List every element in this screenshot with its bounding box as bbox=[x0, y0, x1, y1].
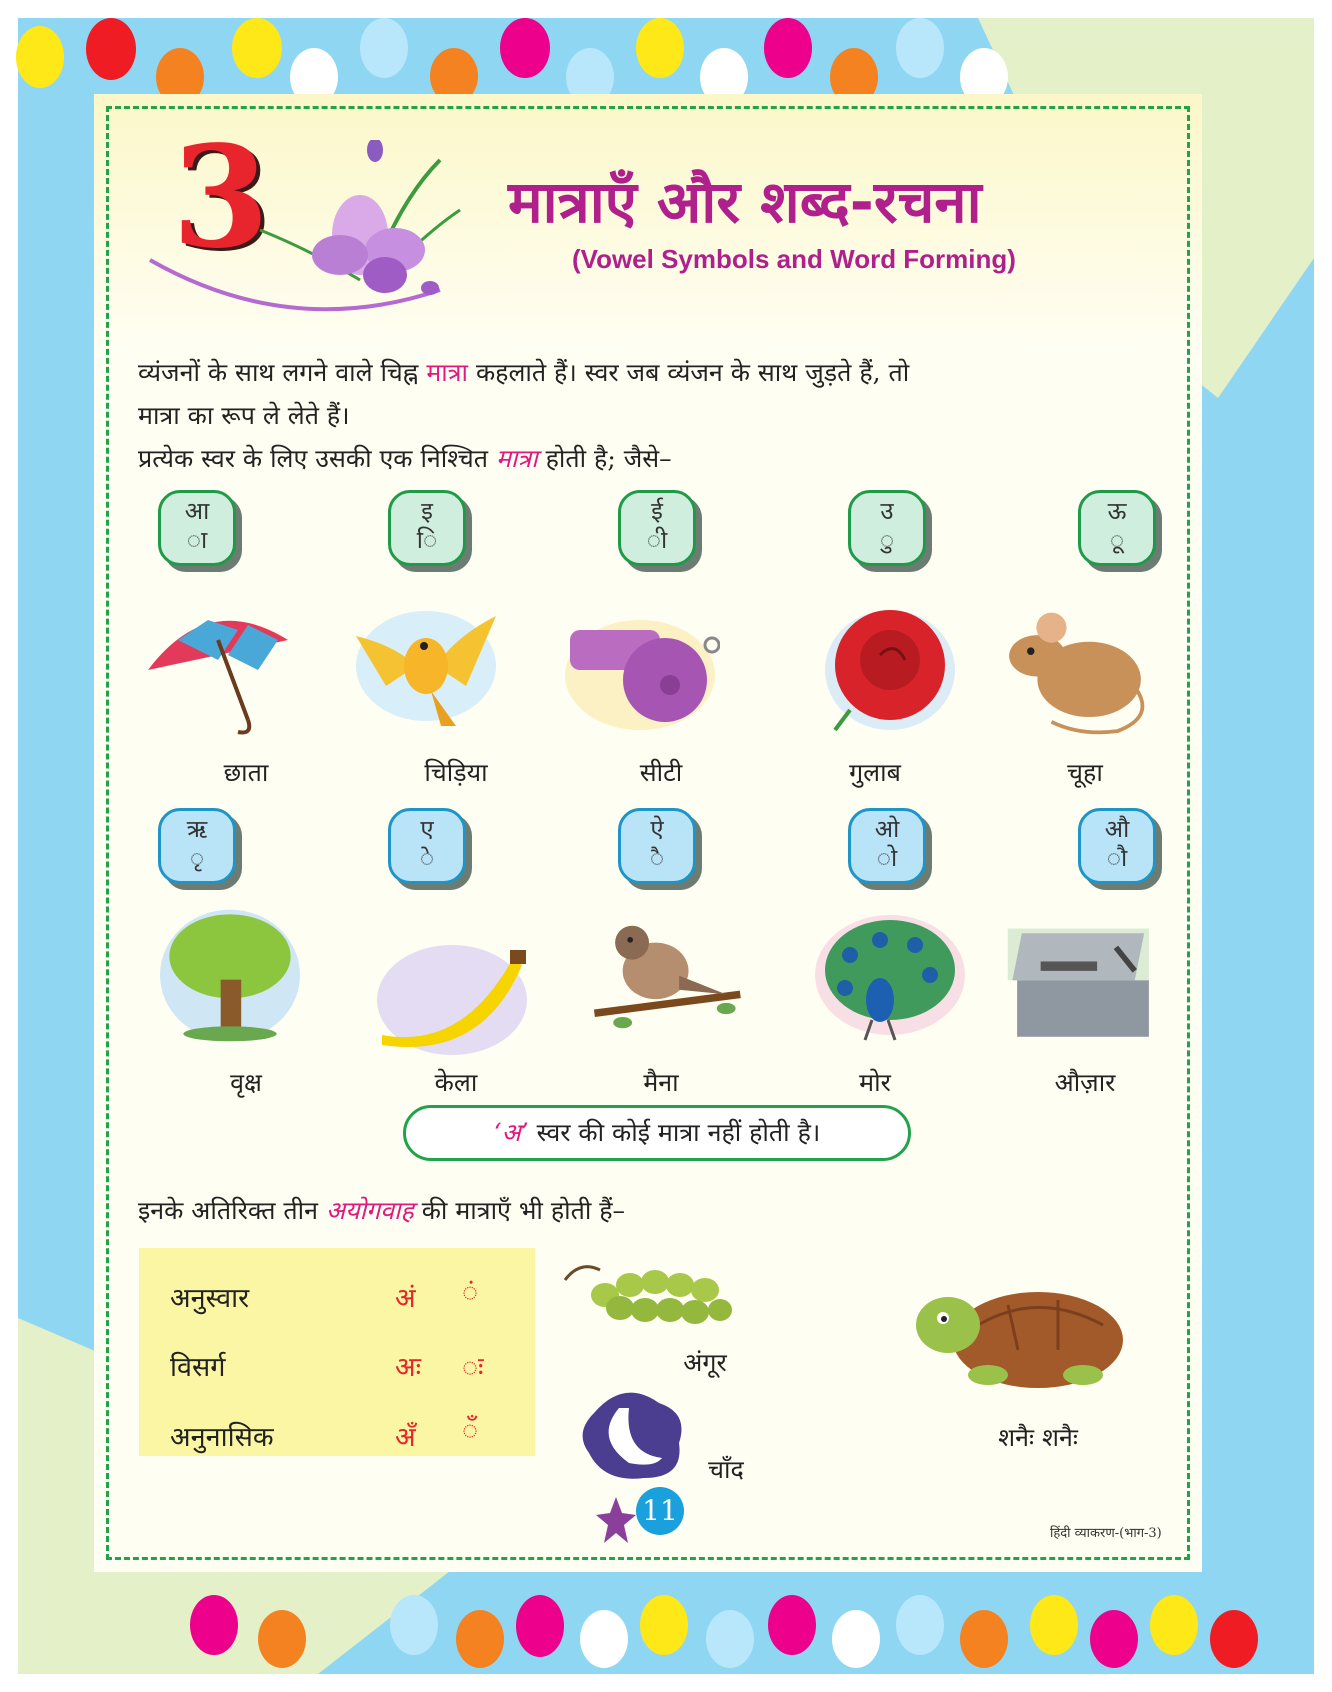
tree-icon bbox=[150, 905, 310, 1045]
word-chhata: छाता bbox=[223, 758, 269, 787]
word-siti: सीटी bbox=[639, 758, 683, 787]
chapter-title-english: (Vowel Symbols and Word Forming) bbox=[572, 244, 1016, 274]
visarg-symbol: ः bbox=[462, 1352, 484, 1383]
word-shanaih-shanaih bbox=[978, 1420, 1098, 1454]
intro-text: व्यंजनों के साथ लगने वाले चिह्न bbox=[138, 358, 427, 387]
vowel-letter: ऐ bbox=[650, 815, 664, 843]
tortoise-icon bbox=[908, 1280, 1128, 1390]
word-mor: मोर bbox=[859, 1068, 891, 1097]
vowel-matra: े bbox=[419, 844, 435, 872]
matra-highlight: मात्रा bbox=[426, 358, 469, 387]
vowel-matra: ौ bbox=[1106, 844, 1128, 872]
ayogvah-text: की मात्राएँ भी होती हैं– bbox=[413, 1196, 626, 1225]
chapter-number: 3 bbox=[172, 116, 270, 280]
vowel-matra: ो bbox=[876, 844, 898, 872]
intro-text: प्रत्येक स्वर के लिए उसकी एक निश्चित bbox=[138, 444, 496, 473]
mouse-icon bbox=[995, 600, 1155, 740]
vowel-card-i bbox=[388, 490, 466, 566]
vowel-card-e bbox=[388, 808, 466, 884]
word-chuha: चूहा bbox=[1067, 758, 1103, 787]
note-quote: ‘अ’ bbox=[493, 1118, 529, 1147]
vowel-matra: ु bbox=[879, 526, 895, 554]
vowel-matra: ी bbox=[646, 526, 668, 554]
ayogvah-line bbox=[138, 1193, 625, 1227]
vowel-letter: ऋ bbox=[186, 815, 208, 843]
vowel-letter: उ bbox=[880, 497, 894, 525]
star-icon bbox=[596, 1495, 636, 1545]
anusvar-example: अं bbox=[395, 1283, 416, 1314]
intro-line-2: मात्रा का रूप ले लेते हैं। bbox=[138, 401, 350, 430]
vowel-card-aa bbox=[158, 490, 236, 566]
vowel-matra: ू bbox=[1109, 526, 1125, 554]
vowel-letter: आ bbox=[184, 497, 210, 525]
word-gulab: गुलाब bbox=[849, 758, 901, 787]
vowel-letter: ए bbox=[420, 815, 434, 843]
footer-text: हिंदी व्याकरण-(भाग-3) bbox=[1050, 1526, 1162, 1541]
myna-icon bbox=[585, 915, 745, 1055]
intro-text: होती है; जैसे– bbox=[537, 444, 672, 473]
anunasik-symbol: ँ bbox=[462, 1415, 479, 1446]
ayogvah-text: इनके अतिरिक्त तीन bbox=[138, 1196, 326, 1225]
vowel-card-ii bbox=[618, 490, 696, 566]
anusvar-name: अनुस्वार bbox=[170, 1283, 250, 1314]
word-chidiya: चिड़िया bbox=[424, 758, 488, 787]
intro-text: कहलाते हैं। स्वर जब व्यंजन के साथ जुड़ते हैं, तो bbox=[468, 358, 910, 387]
vowel-letter: औ bbox=[1104, 815, 1130, 843]
bird-icon bbox=[346, 596, 506, 736]
vowel-card-o bbox=[848, 808, 926, 884]
vowel-matra: ि bbox=[416, 526, 438, 554]
moon-icon bbox=[574, 1383, 689, 1483]
matra-highlight: मात्रा bbox=[495, 444, 538, 473]
vowel-letter: ओ bbox=[874, 815, 900, 843]
word-angoor: अंगूर bbox=[683, 1348, 727, 1377]
shanaih-text: शनै bbox=[998, 1423, 1035, 1452]
flower-icon bbox=[140, 140, 470, 330]
note-text: स्वर की कोई मात्रा नहीं होती है। bbox=[528, 1118, 821, 1147]
ayogvah-highlight: अयोगवाह bbox=[325, 1196, 414, 1225]
banana-icon bbox=[372, 930, 532, 1070]
vowel-card-ai bbox=[618, 808, 696, 884]
vowel-matra: ै bbox=[649, 844, 665, 872]
vowel-letter: ई bbox=[651, 497, 663, 525]
whistle-icon bbox=[560, 600, 720, 740]
anunasik-example: अँ bbox=[395, 1422, 416, 1453]
vowel-card-uu bbox=[1078, 490, 1156, 566]
word-auzaar: औज़ार bbox=[1054, 1068, 1116, 1097]
vowel-matra: ृ bbox=[189, 844, 205, 872]
chapter-title-hindi: मात्राएँ और शब्द-रचना bbox=[508, 168, 982, 236]
intro-line-1 bbox=[138, 355, 909, 389]
word-kela: केला bbox=[434, 1068, 478, 1097]
visarg-name: विसर्ग bbox=[170, 1352, 226, 1383]
word-maina: मैना bbox=[643, 1068, 679, 1097]
vowel-letter: ऊ bbox=[1107, 497, 1127, 525]
vowel-card-u bbox=[848, 490, 926, 566]
anusvar-symbol: ं bbox=[462, 1277, 479, 1308]
vowel-matra: ा bbox=[186, 526, 208, 554]
page-number: 11 bbox=[636, 1487, 684, 1535]
intro-line-3 bbox=[138, 441, 672, 475]
umbrella-icon bbox=[138, 600, 298, 740]
anunasik-name: अनुनासिक bbox=[170, 1422, 274, 1453]
word-chaand: चाँद bbox=[708, 1455, 744, 1484]
vowel-card-au bbox=[1078, 808, 1156, 884]
shanaih-text: शनै bbox=[1034, 1423, 1078, 1452]
note-box bbox=[403, 1105, 911, 1161]
visarg-example: अः bbox=[395, 1352, 422, 1383]
word-vriksh: वृक्ष bbox=[230, 1068, 262, 1097]
vowel-letter: इ bbox=[421, 497, 433, 525]
peacock-icon bbox=[810, 910, 970, 1050]
grapes-icon bbox=[560, 1250, 740, 1340]
rose-icon bbox=[810, 600, 970, 740]
vowel-card-ri bbox=[158, 808, 236, 884]
toolbox-icon bbox=[1003, 915, 1163, 1055]
